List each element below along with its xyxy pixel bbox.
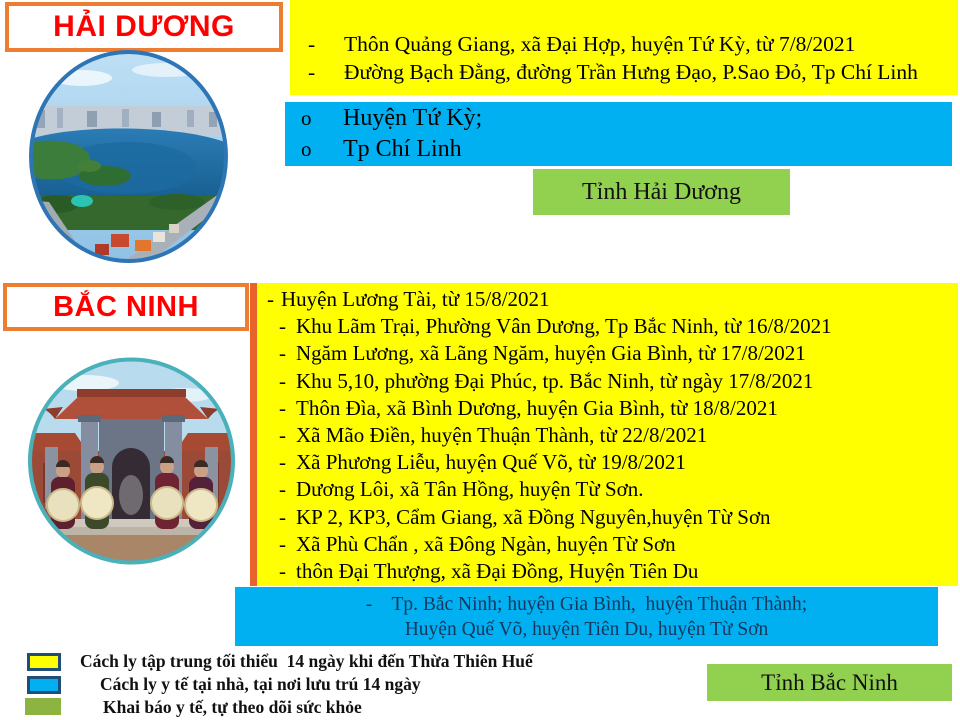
hai-duong-title: HẢI DƯƠNG xyxy=(53,10,235,43)
list-item-text: Đường Bạch Đằng, đường Trần Hưng Đạo, P.Sao Đỏ, Tp Chí Linh xyxy=(344,60,918,84)
bac-ninh-title: BẮC NINH xyxy=(53,290,199,323)
bac-ninh-quarantine-list xyxy=(250,283,958,586)
list-item-text: Huyện Lương Tài, từ 15/8/2021 xyxy=(281,287,550,311)
list-item-text: KP 2, KP3, Cẩm Giang, xã Đồng Nguyên,huyện Từ Sơn xyxy=(296,504,771,529)
hai-duong-title-box xyxy=(5,2,283,52)
list-item-text: Thôn Quảng Giang, xã Đại Hợp, huyện Tứ Kỳ, từ 7/8/2021 xyxy=(344,32,856,56)
dash-bullet: - xyxy=(279,477,286,502)
province-badge-label: Tỉnh Hải Dương xyxy=(581,178,741,205)
list-item-text: Khu 5,10, phường Đại Phúc, tp. Bắc Ninh, từ ngày 17/8/2021 xyxy=(296,368,814,393)
hai-duong-quarantine-list xyxy=(290,0,958,95)
legend-label-home-isolation: Cách ly y tế tại nhà, tại nơi lưu trú 14 ngày xyxy=(100,674,421,694)
dash-bullet: - xyxy=(308,32,316,56)
list-item xyxy=(257,286,958,313)
dash-bullet: - xyxy=(308,60,316,84)
hai-duong-home-isolation-list xyxy=(285,102,952,166)
list-item xyxy=(257,313,958,340)
list-item-text: thôn Đại Thượng, xã Đại Đồng, Huyện Tiên Du xyxy=(296,559,699,584)
legend-swatch-green xyxy=(25,698,61,715)
legend-swatch-yellow xyxy=(27,653,61,671)
list-item xyxy=(290,58,958,86)
dash-bullet: - xyxy=(279,341,286,366)
legend-label-health-declaration: Khai báo y tế, tự theo dõi sức khỏe xyxy=(103,697,362,717)
province-badge-label: Tỉnh Bắc Ninh xyxy=(761,669,898,695)
list-item-text: Xã Mão Điền, huyện Thuận Thành, từ 22/8/2021 xyxy=(296,423,708,448)
list-item-text: Xã Phương Liễu, huyện Quế Võ, từ 19/8/2021 xyxy=(296,450,686,475)
list-item xyxy=(285,134,952,165)
home-isolation-line: - Tp. Bắc Ninh; huyện Gia Bình, huyện Thuận Thành; xyxy=(365,594,808,615)
list-item xyxy=(257,476,958,503)
bac-ninh-temple-gate-photo xyxy=(25,355,238,572)
dash-bullet: - xyxy=(279,368,286,393)
legend-swatch-blue xyxy=(27,676,61,694)
list-item xyxy=(257,558,958,585)
list-item-text: Dương Lôi, xã Tân Hồng, huyện Từ Sơn. xyxy=(296,477,644,502)
hai-duong-aerial-lake-photo xyxy=(27,48,230,270)
list-item-text: Tp Chí Linh xyxy=(343,136,462,162)
list-item xyxy=(257,368,958,395)
bac-ninh-title-box xyxy=(3,283,249,331)
list-item xyxy=(285,103,952,134)
list-item xyxy=(257,395,958,422)
list-item xyxy=(257,531,958,558)
dash-bullet: - xyxy=(279,504,286,529)
list-item xyxy=(257,504,958,531)
list-item xyxy=(257,449,958,476)
list-item-text: Huyện Tứ Kỳ; xyxy=(343,105,483,131)
hai-duong-province-badge xyxy=(533,169,790,215)
dash-bullet: - xyxy=(279,314,286,339)
dash-bullet: - xyxy=(279,531,286,556)
dash-bullet: - xyxy=(279,450,286,475)
list-item xyxy=(290,30,958,58)
list-item-text: Xã Phù Chẩn , xã Đông Ngàn, huyện Từ Sơn xyxy=(296,531,676,556)
list-item-text: Khu Lãm Trại, Phường Vân Dương, Tp Bắc Ninh, từ 16/8/2021 xyxy=(296,314,832,339)
list-item xyxy=(257,340,958,367)
dash-bullet: - xyxy=(279,423,286,448)
dash-bullet: - xyxy=(279,395,286,420)
list-item xyxy=(257,422,958,449)
bac-ninh-home-isolation-box xyxy=(235,587,938,646)
legend-label-centralized-quarantine: Cách ly tập trung tối thiểu 14 ngày khi đến Thừa Thiên Huế xyxy=(80,651,533,671)
dash-bullet: - xyxy=(267,287,274,311)
bac-ninh-province-badge xyxy=(707,664,952,701)
dash-bullet: - xyxy=(279,559,286,584)
home-isolation-line: Huyện Quế Võ, huyện Tiên Du, huyện Từ Sơn xyxy=(404,619,769,640)
list-item-text: Ngăm Lương, xã Lãng Ngăm, huyện Gia Bình, từ 17/8/2021 xyxy=(296,341,806,366)
circle-bullet: o xyxy=(301,137,312,161)
circle-bullet: o xyxy=(301,106,312,130)
list-item-text: Thôn Đìa, xã Bình Dương, huyện Gia Bình, từ 18/8/2021 xyxy=(296,395,778,420)
